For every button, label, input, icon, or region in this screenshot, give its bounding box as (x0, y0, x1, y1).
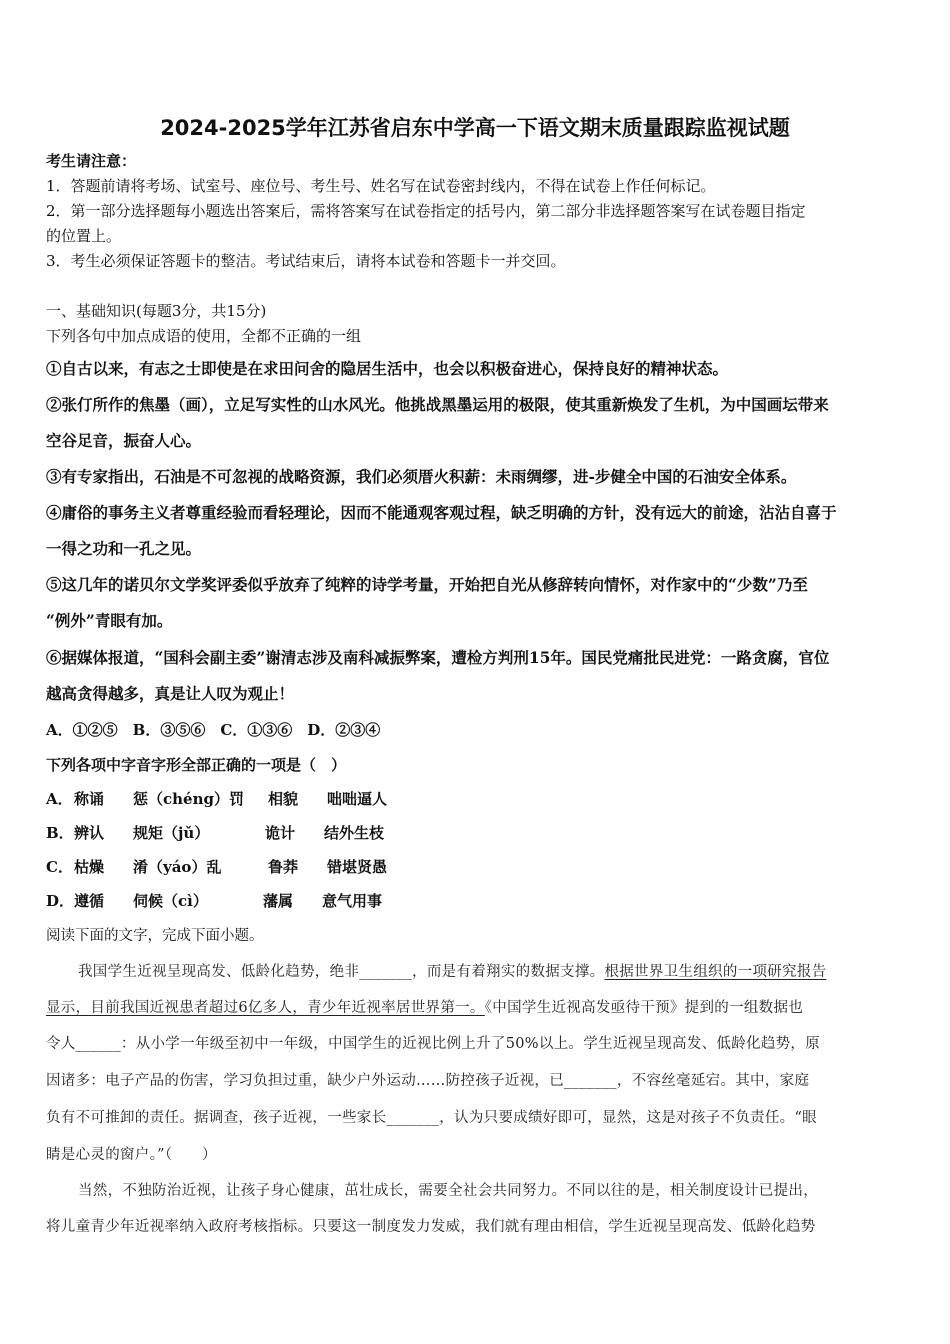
option-word: 称诵 (74, 790, 105, 808)
option-word: 规矩（jǔ） (133, 824, 210, 842)
option-word: 淆（yáo）乱 (133, 858, 222, 876)
notice-item: 2．第一部分选择题每小题选出答案后，需将答案写在试卷指定的括号内，第二部分非选择题答案写在试卷题目指定 (46, 202, 806, 220)
passage-line: 因诸多：电子产品的伤害，学习负担过重，缺少户外运动……防控孩子近视，已_______，不容丝毫延宕。其中，家庭 (46, 1073, 810, 1089)
notice-heading: 考生请注意： (46, 152, 137, 170)
option-letter: A． (46, 790, 73, 808)
page-title: 2024-2025学年江苏省启东中学高一下语文期末质量跟踪监视试题 (160, 116, 790, 140)
option-word: 鲁莽 (268, 858, 299, 876)
section-heading: 一、基础知识(每题3分，共15分) (46, 302, 267, 320)
passage-line (46, 998, 803, 1018)
option-word: 藩属 (263, 892, 294, 910)
underlined-sentence: 根据世界卫生组织的一项研究报告 (604, 964, 827, 980)
passage-line: 负有不可推卸的责任。据调查，孩子近视，一些家长_______，认为只要成绩好即可，显然，这是对孩子不负责任。“眼 (46, 1110, 817, 1126)
question-stem: 下列各句中加点成语的使用，全都不正确的一组 (46, 327, 362, 345)
option-word: 诡计 (265, 824, 296, 842)
passage-line: 令人______：从小学一年级至初中一年级，中国学生的近视比例上升了50%以上。学生近视呈现高发、低龄化趋势，原 (46, 1036, 821, 1052)
option-word: 结外生枝 (324, 824, 385, 842)
question-line: ⑥据媒体报道，“国科会副主委”谢清志涉及南科减振弊案，遭检方判刑15年。国民党痛批民进党：一路贪腐，官位 (46, 648, 830, 667)
question-line: 越高贪得越多，真是让人叹为观止！ (46, 684, 295, 703)
option-word: 错堪贤愚 (327, 858, 388, 876)
option-word: 伺候（cì） (133, 892, 208, 910)
question-line: 空谷足音，振奋人心。 (46, 431, 202, 450)
option-word: 咄咄逼人 (327, 790, 388, 808)
passage-line: 睛是心灵的窗户。”（ ） (46, 1147, 217, 1163)
answer-options: A．①②⑤ B．③⑤⑥ C．①③⑥ D．②③④ (46, 721, 381, 739)
question-stem: 下列各项中字音字形全部正确的一项是（ ） (46, 756, 347, 774)
notice-item: 1．答题前请将考场、试室号、座位号、考生号、姓名写在试卷密封线内，不得在试卷上作任何标记。 (46, 177, 716, 195)
notice-item: 的位置上。 (46, 227, 122, 245)
question-line: ②张仃所作的焦墨（画），立足写实性的山水风光。他挑战黑墨运用的极限，使其重新焕发了生机，为中国画坛带来 (46, 395, 829, 414)
option-word: 辨认 (74, 824, 105, 842)
passage-line: 当然，不独防治近视，让孩子身心健康，茁壮成长，需要全社会共同努力。不同以往的是，相关制度设计已提出， (78, 1183, 818, 1199)
passage-line (78, 962, 826, 982)
question-line: ⑤这几年的诺贝尔文学奖评委似乎放弃了纯粹的诗学考量，开始把自光从修辞转向情怀，对作家中的“少数”乃至 (46, 575, 808, 594)
passage-text: 我国学生近视呈现高发、低龄化趋势，绝非_______，而是有着翔实的数据支撑。 (78, 964, 605, 980)
option-word: 遵循 (74, 892, 105, 910)
option-letter: C． (46, 858, 73, 876)
passage-text: 《中国学生近视高发亟待干预》提到的一组数据也 (484, 1000, 804, 1016)
question-line: “例外”青眼有加。 (46, 611, 173, 630)
option-letter: B． (46, 824, 74, 842)
underlined-sentence: 显示，目前我国近视患者超过6亿多人，青少年近视率居世界第一。 (46, 1000, 485, 1016)
option-letter: D． (46, 892, 75, 910)
option-word: 枯燥 (74, 858, 105, 876)
question-line: ④庸俗的事务主义者尊重经验而看轻理论，因而不能通观客观过程，缺乏明确的方针，没有远大的前途，沾沾自喜于 (46, 503, 837, 522)
option-word: 惩（chéng）罚 (133, 790, 244, 808)
question-line: ①自古以来，有志之士即使是在求田问舍的隐居生活中，也会以积极奋进心，保持良好的精神状态。 (46, 359, 729, 378)
question-line: ③有专家指出，石油是不可忽视的战略资源，我们必须厝火积薪：未雨绸缪，进-步健全中国的石油安全体系。 (46, 467, 797, 486)
reading-intro: 阅读下面的文字，完成下面小题。 (46, 928, 264, 944)
notice-item: 3．考生必须保证答题卡的整洁。考试结束后，请将本试卷和答题卡一并交回。 (46, 252, 566, 270)
option-word: 相貌 (268, 790, 299, 808)
option-word: 意气用事 (322, 892, 383, 910)
question-line: 一得之功和一孔之见。 (46, 539, 202, 558)
passage-line: 将儿童青少年近视率纳入政府考核指标。只要这一制度发力发威，我们就有理由相信，学生近视呈现高发、低龄化趋势 (46, 1219, 816, 1235)
